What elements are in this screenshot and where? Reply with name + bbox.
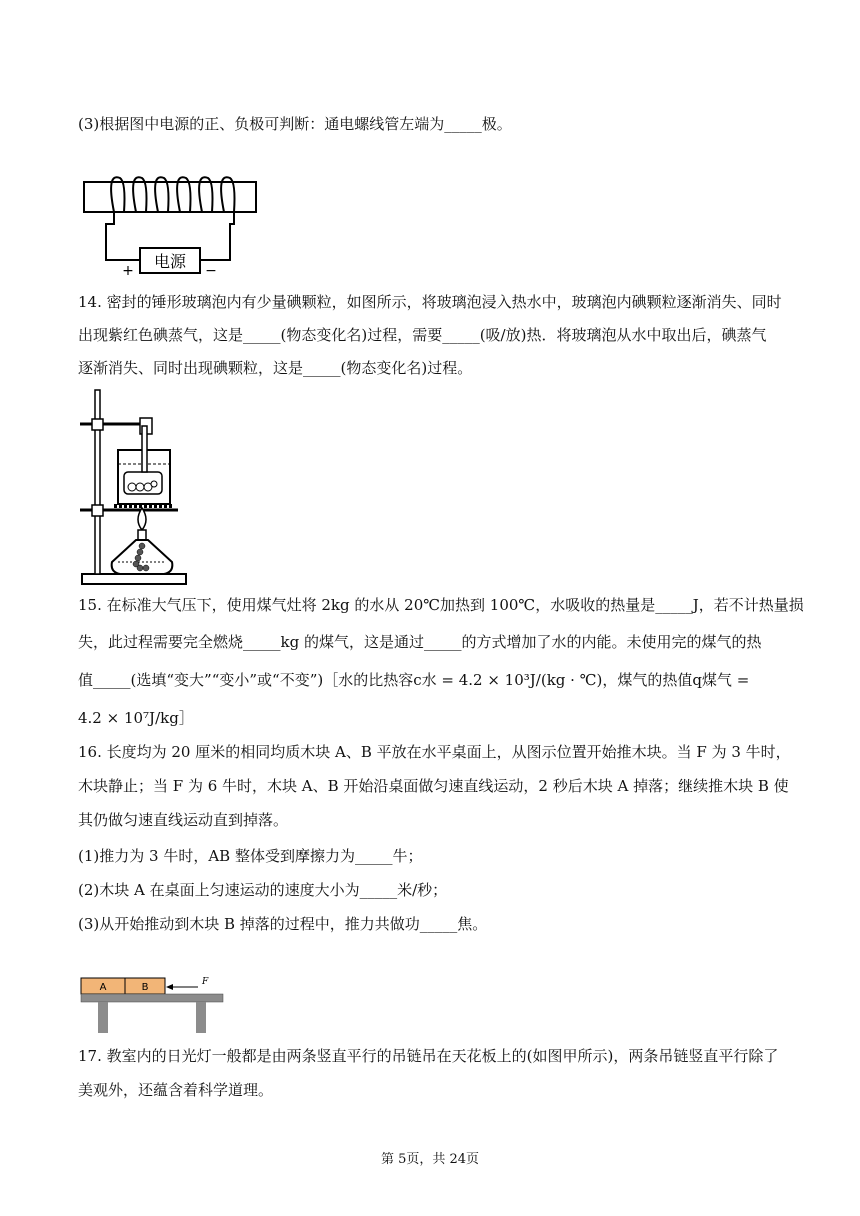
q14-line3: 逐渐消失、同时出现碘颗粒，这是_____(物态变化名)过程。 (78, 359, 473, 377)
q15-line3: 值_____(选填“变大”“变小”或“不变”)［水的比热容c水 = 4.2 × 10³J/(kg · ℃)，煤气的热值q煤气 = (78, 671, 750, 689)
q13-sub3: (3)根据图中电源的正、负极可判断：通电螺线管左端为_____极。 (78, 115, 512, 133)
blocks-table-figure (78, 972, 228, 1036)
q14-line1: 14. 密封的锤形玻璃泡内有少量碘颗粒，如图所示，将玻璃泡浸入热水中，玻璃泡内碘颗粒逐渐消失、同时 (78, 293, 782, 311)
table-top (81, 994, 223, 1002)
solenoid-core (84, 182, 256, 212)
stand-base (82, 574, 186, 584)
q16-sub2: (2)木块 A 在桌面上匀速运动的速度大小为_____米/秒； (78, 881, 448, 899)
q16-sub1: (1)推力为 3 牛时，AB 整体受到摩擦力为_____牛； (78, 847, 423, 865)
iodine-apparatus-figure (78, 386, 193, 588)
block-b-label: B (141, 982, 149, 993)
table-leg-left (98, 1002, 108, 1033)
solenoid-figure (78, 168, 263, 280)
block-a-label: A (99, 982, 107, 993)
plus-sign: + (122, 263, 134, 279)
stand-rod (95, 390, 100, 574)
q15-line4: 4.2 × 10⁷J/kg］ (78, 709, 194, 727)
q16-sub3: (3)从开始推动到木块 B 掉落的过程中，推力共做功_____焦。 (78, 915, 488, 933)
q17-line2: 美观外，还蕴含着科学道理。 (78, 1081, 274, 1099)
q15-line2: 失，此过程需要完全燃烧_____kg 的煤气，这是通过_____的方式增加了水的内能。未使用完的煤气的热 (78, 633, 762, 651)
q14-line2: 出现紫红色碘蒸气，这是_____(物态变化名)过程，需要_____(吸/放)热．将玻璃泡从水中取出后，碘蒸气 (78, 326, 767, 344)
page-footer: 第 5页，共 24页 (380, 1152, 480, 1167)
q17-line1: 17. 教室内的日光灯一般都是由两条竖直平行的吊链吊在天花板上的(如图甲所示)，两条吊链竖直平行除了 (78, 1047, 779, 1065)
force-label: F (202, 977, 209, 987)
minus-sign: − (205, 263, 217, 279)
wire-right (200, 212, 234, 260)
q15-line1: 15. 在标准大气压下，使用煤气灶将 2kg 的水从 20℃加热到 100℃，水吸收的热量是_____J，若不计热量损 (78, 596, 804, 614)
q16-line2: 木块静止；当 F 为 6 牛时，木块 A、B 开始沿桌面做匀速直线运动，2 秒后木块 A 掉落；继续推木块 B 使 (78, 777, 789, 795)
table-leg-right (196, 1002, 206, 1033)
power-label: 电源 (153, 252, 187, 271)
q16-line1: 16. 长度均为 20 厘米的相同均质木块 A、B 平放在水平桌面上，从图示位置开始推木块。当 F 为 3 牛时， (78, 743, 791, 761)
q16-line3: 其仍做匀速直线运动直到掉落。 (78, 811, 289, 829)
wire-left (106, 212, 140, 260)
